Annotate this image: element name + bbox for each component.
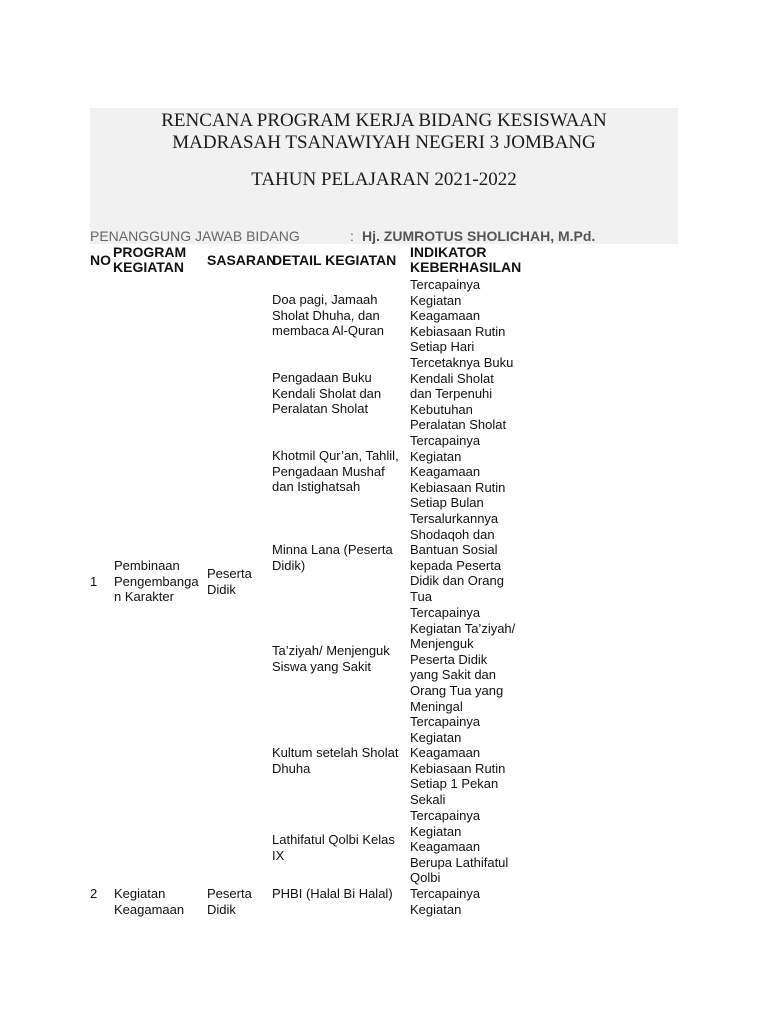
indicator-cell: Tercapainya Kegiatan Keagamaan Kebiasaan Rutin Setiap Bulan: [410, 433, 506, 511]
detail-cell: Khotmil Qur’an, Tahlil, Pengadaan Mushaf dan Istighatsah: [272, 448, 399, 495]
header-program-line-2: KEGIATAN: [113, 259, 185, 275]
responsible-colon: :: [350, 228, 354, 244]
indicator-cell: Tercapainya Kegiatan: [410, 886, 481, 917]
document-title-line-1: RENCANA PROGRAM KERJA BIDANG KESISWAAN: [161, 110, 607, 131]
indicator-cell: Tercapainya Kegiatan Ta’ziyah/ Menjenguk Peserta Didik yang Sakit dan Orang Tua yang Meningal: [410, 605, 516, 714]
group-number: 2: [90, 886, 98, 901]
detail-cell: Lathifatul Qolbi Kelas IX: [272, 832, 395, 863]
detail-cell: Doa pagi, Jamaah Sholat Dhuha, dan membaca Al-Quran: [272, 292, 384, 339]
detail-cell: Pengadaan Buku Kendali Sholat dan Peralatan Sholat: [272, 370, 382, 417]
program-name: Pembinaan Pengembanga n Karakter: [114, 558, 199, 605]
indicator-cell: Tercapainya Kegiatan Keagamaan Berupa Lathifatul Qolbi: [410, 808, 509, 886]
header-program-line-1: PROGRAM: [113, 244, 187, 260]
program-name: Kegiatan Keagamaan: [114, 886, 185, 917]
indicator-cell: Tersalurkannya Shodaqoh dan Bantuan Sosial kepada Peserta Didik dan Orang Tua: [410, 511, 504, 604]
document-title-line-3: TAHUN PELAJARAN 2021-2022: [251, 169, 517, 190]
group-number: 1: [90, 574, 98, 589]
header-indikator-line-2: KEBERHASILAN: [410, 259, 522, 275]
detail-cell: Minna Lana (Peserta Didik): [272, 542, 393, 573]
detail-cell: PHBI (Halal Bi Halal): [272, 886, 393, 901]
document-title-line-2: MADRASAH TSANAWIYAH NEGERI 3 JOMBANG: [172, 132, 596, 153]
header-indikator-line-1: INDIKATOR: [410, 244, 487, 260]
header-no: NO: [90, 252, 111, 268]
sasaran-value: Peserta Didik: [207, 886, 252, 917]
header-detail: DETAIL KEGIATAN: [272, 252, 397, 268]
responsible-name: Hj. ZUMROTUS SHOLICHAH, M.Pd.: [362, 228, 596, 244]
detail-cell: Ta’ziyah/ Menjenguk Siswa yang Sakit: [272, 643, 390, 674]
responsible-label: PENANGGUNG JAWAB BIDANG: [90, 228, 300, 244]
header-sasaran: SASARAN: [207, 252, 277, 268]
indicator-cell: Tercetaknya Buku Kendali Sholat dan Terpenuhi Kebutuhan Peralatan Sholat: [410, 355, 514, 433]
indicator-cell: Tercapainya Kegiatan Keagamaan Kebiasaan Rutin Setiap 1 Pekan Sekali: [410, 714, 506, 807]
indicator-cell: Tercapainya Kegiatan Keagamaan Kebiasaan Rutin Setiap Hari: [410, 277, 506, 355]
sasaran-value: Peserta Didik: [207, 566, 252, 597]
detail-cell: Kultum setelah Sholat Dhuha: [272, 745, 399, 776]
